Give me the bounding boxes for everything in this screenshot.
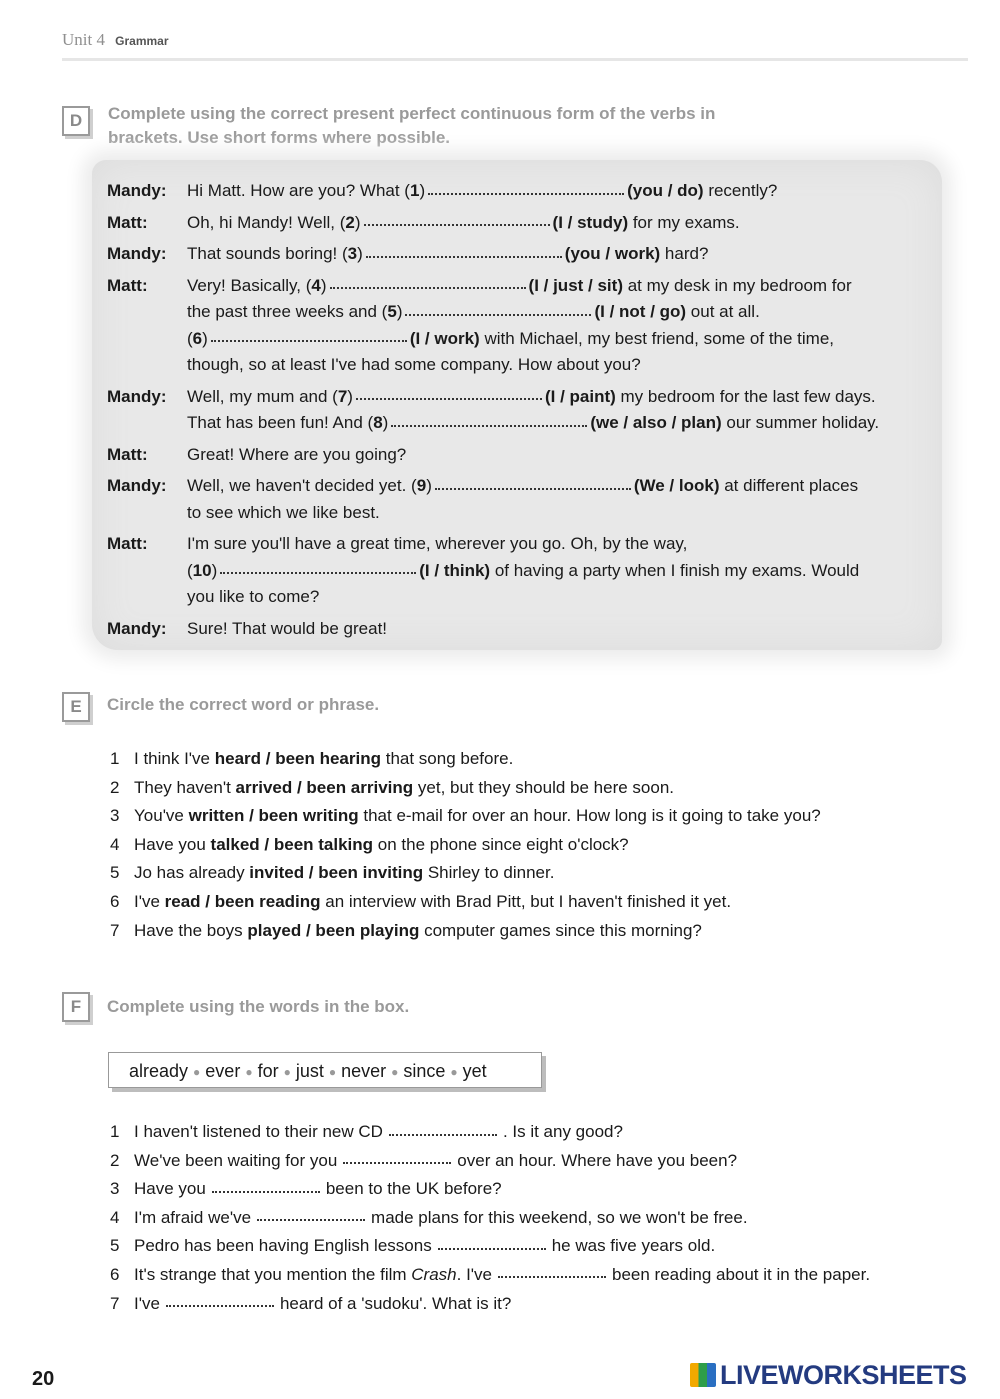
item-number: 4 <box>110 1207 120 1227</box>
dialog-text <box>187 241 957 268</box>
text-segment: ) <box>354 212 361 232</box>
dialog-line <box>107 558 957 585</box>
speaker-name: Matt: <box>107 275 148 295</box>
box-word: just <box>295 1061 324 1081</box>
page-number: 20 <box>32 1368 55 1390</box>
section-e-list <box>110 745 821 945</box>
item-number: 2 <box>110 1150 120 1170</box>
verb-hint: (I / just / sit) <box>528 275 623 295</box>
topic-label: Grammar <box>115 34 169 48</box>
speaker-name: Mandy: <box>107 244 167 263</box>
page-header <box>62 30 169 50</box>
dialog-text <box>187 558 957 585</box>
text-segment: ) <box>347 386 353 406</box>
exercise-item <box>110 888 821 917</box>
dialog-line <box>107 616 957 643</box>
section-e-badge: E <box>62 692 90 722</box>
choice-options[interactable]: heard / been hearing <box>214 749 381 768</box>
item-text: heard of a 'sudoku'. What is it? <box>279 1293 512 1313</box>
dialog-line <box>107 352 957 379</box>
answer-blank[interactable] <box>428 189 624 195</box>
text-segment: Very! Basically, ( <box>187 275 312 295</box>
answer-blank[interactable] <box>364 220 550 226</box>
bullet-separator: ● <box>245 1065 253 1080</box>
blank-number: 10 <box>192 560 212 580</box>
speaker-name: Mandy: <box>107 618 167 638</box>
section-e-instruction: Circle the correct word or phrase. <box>107 695 380 714</box>
choice-options[interactable]: talked / been talking <box>210 834 374 854</box>
choice-options[interactable]: played / been playing <box>247 920 420 940</box>
text-segment: out at all. <box>686 302 760 321</box>
answer-blank[interactable] <box>330 283 526 289</box>
bullet-separator: ● <box>193 1065 201 1080</box>
dialog-line <box>107 299 957 326</box>
section-f-instruction: Complete using the words in the box. <box>107 997 410 1016</box>
exercise-item <box>110 1290 870 1319</box>
dialog-line <box>107 210 957 237</box>
item-text: I think I've <box>134 749 215 768</box>
dialog-text <box>187 299 957 326</box>
blank-number: 9 <box>416 476 427 495</box>
item-text: Pedro has been having English lessons <box>134 1236 432 1256</box>
text-segment: hard? <box>660 244 709 263</box>
verb-hint: (We / look) <box>633 476 720 495</box>
exercise-item <box>110 745 821 774</box>
text-segment: ) <box>357 244 363 263</box>
instruction-line: Complete using the correct present perfect continuous form of the verbs in <box>108 104 716 123</box>
dialog-line <box>107 178 957 205</box>
exercise-item <box>110 859 821 888</box>
item-text: Have you <box>134 1179 206 1199</box>
text-segment: Well, my mum and ( <box>187 386 338 406</box>
dialog-text <box>187 273 957 300</box>
verb-hint: (we / also / plan) <box>590 413 722 432</box>
text-segment: Sure! That would be great! <box>187 618 388 638</box>
item-text: Shirley to dinner. <box>423 863 555 883</box>
answer-blank[interactable] <box>366 252 562 258</box>
dialog-line <box>107 500 957 527</box>
item-number: 7 <box>110 920 120 940</box>
answer-blank[interactable] <box>389 1130 497 1136</box>
item-text: . I've <box>456 1264 493 1284</box>
item-text: over an hour. Where have you been? <box>457 1150 738 1170</box>
answer-blank[interactable] <box>166 1301 274 1307</box>
bullet-separator: ● <box>283 1065 291 1080</box>
verb-hint: (I / work) <box>409 328 480 348</box>
text-segment: ( <box>187 328 193 348</box>
answer-blank[interactable] <box>257 1215 365 1221</box>
dialog-text <box>187 584 957 611</box>
section-d-badge: D <box>62 106 90 136</box>
dialog-text <box>187 473 957 500</box>
dialog-text <box>187 178 957 205</box>
dialog-text <box>187 500 957 527</box>
text-segment: ) <box>211 560 218 580</box>
dialog-line <box>107 584 957 611</box>
answer-blank[interactable] <box>211 336 407 342</box>
verb-hint: (you / do) <box>627 181 704 200</box>
header-divider <box>62 58 968 61</box>
blank-number: 8 <box>373 413 383 432</box>
dialog-text <box>187 616 957 643</box>
blank-number: 2 <box>345 212 355 232</box>
text-segment: ( <box>187 560 193 580</box>
box-word: since <box>403 1061 446 1081</box>
dialog-text <box>187 326 957 353</box>
item-text: We've been waiting for you <box>134 1150 338 1170</box>
item-number: 5 <box>110 1236 120 1256</box>
item-number: 5 <box>110 863 120 883</box>
box-word: for <box>257 1061 279 1081</box>
text-segment: ) <box>202 328 208 348</box>
item-text: that song before. <box>381 749 514 768</box>
instruction-line: brackets. Use short forms where possible. <box>108 128 451 147</box>
answer-blank[interactable] <box>343 1158 451 1164</box>
answer-blank[interactable] <box>220 568 416 574</box>
text-segment: Well, we haven't decided yet. ( <box>187 476 417 495</box>
item-text: yet, but they should be here soon. <box>413 777 675 797</box>
text-segment: Oh, hi Mandy! Well, ( <box>187 212 346 232</box>
dialog-text <box>187 210 957 237</box>
dialog-line <box>107 273 957 300</box>
dialog-text <box>187 531 957 558</box>
exercise-item <box>110 831 821 860</box>
choice-options[interactable]: written / been writing <box>188 806 359 826</box>
dialog-line <box>107 442 957 469</box>
item-number: 3 <box>110 1179 120 1199</box>
item-text: been reading about it in the paper. <box>612 1264 871 1284</box>
text-segment: our summer holiday. <box>721 413 880 432</box>
bullet-separator: ● <box>450 1065 458 1080</box>
blank-number: 1 <box>409 181 420 200</box>
verb-hint: (I / not / go) <box>594 302 687 321</box>
dialog-line <box>107 241 957 268</box>
text-segment: at my desk in my bedroom for <box>622 275 852 295</box>
choice-options[interactable]: read / been reading <box>164 891 321 911</box>
dialog-text <box>187 410 957 437</box>
unit-label: Unit 4 <box>62 30 105 49</box>
section-f-badge: F <box>62 992 90 1022</box>
item-number: 3 <box>110 806 120 826</box>
item-text: They haven't <box>134 777 236 797</box>
answer-blank[interactable] <box>356 394 542 400</box>
item-number: 2 <box>110 777 120 797</box>
text-segment: of having a party when I finish my exams. Would <box>490 560 860 580</box>
film-title: Crash <box>411 1264 457 1284</box>
blank-number: 6 <box>192 328 203 348</box>
choice-options[interactable]: invited / been inviting <box>249 863 424 883</box>
section-f-list <box>110 1118 870 1318</box>
verb-hint: (I / paint) <box>544 386 616 406</box>
text-segment: with Michael, my best friend, some of the time, <box>479 328 835 348</box>
answer-blank[interactable] <box>405 310 591 316</box>
blank-number: 5 <box>387 302 397 321</box>
item-text: on the phone since eight o'clock? <box>373 834 629 854</box>
section-d-instruction <box>108 102 715 150</box>
dialog-line <box>107 384 957 411</box>
speaker-name: Matt: <box>107 212 148 232</box>
speaker-name: Mandy: <box>107 476 167 495</box>
box-word: ever <box>205 1061 241 1081</box>
item-text: Have the boys <box>134 920 248 940</box>
answer-blank[interactable] <box>391 421 587 427</box>
answer-blank[interactable] <box>498 1272 606 1278</box>
item-text: an interview with Brad Pitt, but I haven't finished it yet. <box>320 891 732 911</box>
exercise-item <box>110 1147 870 1176</box>
word-box <box>108 1052 542 1088</box>
answer-blank[interactable] <box>438 1244 546 1250</box>
exercise-item <box>110 1204 870 1233</box>
item-number: 7 <box>110 1293 120 1313</box>
answer-blank[interactable] <box>212 1187 320 1193</box>
item-number: 1 <box>110 1122 120 1141</box>
item-number: 6 <box>110 891 120 911</box>
dialog <box>107 178 957 642</box>
blank-number: 4 <box>311 275 321 295</box>
text-segment: though, so at least I've had some company. How about you? <box>187 355 641 374</box>
verb-hint: (I / think) <box>419 560 491 580</box>
item-text: . Is it any good? <box>502 1122 623 1141</box>
exercise-item <box>110 1118 870 1147</box>
exercise-item <box>110 802 821 831</box>
item-number: 4 <box>110 834 120 854</box>
answer-blank[interactable] <box>435 484 631 490</box>
bullet-separator: ● <box>391 1065 399 1080</box>
item-text: I haven't listened to their new CD <box>134 1122 383 1141</box>
text-segment: That sounds boring! ( <box>187 244 348 263</box>
text-segment: ) <box>419 181 426 200</box>
exercise-item <box>110 917 821 946</box>
dialog-text <box>187 384 957 411</box>
box-word: never <box>341 1061 387 1081</box>
item-text: Jo has already <box>134 863 250 883</box>
item-number: 1 <box>110 749 120 768</box>
exercise-item <box>110 774 821 803</box>
item-text: computer games since this morning? <box>419 920 702 940</box>
item-text: I'm afraid we've <box>134 1207 252 1227</box>
verb-hint: (you / work) <box>564 244 661 263</box>
exercise-item <box>110 1232 870 1261</box>
text-segment: for my exams. <box>628 212 740 232</box>
box-word: already <box>129 1061 189 1081</box>
bullet-separator: ● <box>328 1065 337 1080</box>
text-segment: That has been fun! And ( <box>187 413 374 432</box>
dialog-line <box>107 326 957 353</box>
text-segment: at different places <box>719 476 859 495</box>
box-word: yet <box>462 1061 487 1081</box>
text-segment: Hi Matt. How are you? What ( <box>187 181 410 200</box>
item-text: You've <box>134 806 189 826</box>
text-segment: recently? <box>703 181 778 200</box>
item-text: that e-mail for over an hour. How long is it going to take you? <box>358 806 821 826</box>
blank-number: 7 <box>337 386 348 406</box>
exercise-item <box>110 1261 870 1290</box>
dialog-line <box>107 473 957 500</box>
verb-hint: (I / study) <box>552 212 629 232</box>
text-segment: the past three weeks and ( <box>187 302 388 321</box>
dialog-line <box>107 531 957 558</box>
logo-text: LIVEWORKSHEETS <box>720 1360 967 1390</box>
speaker-name: Matt: <box>107 444 148 464</box>
exercise-item <box>110 1175 870 1204</box>
text-segment: ) <box>382 413 389 432</box>
logo-icon <box>690 1363 716 1387</box>
item-text: he was five years old. <box>551 1236 716 1256</box>
item-text: been to the UK before? <box>325 1179 502 1199</box>
text-segment: my bedroom for the last few days. <box>615 386 876 406</box>
speaker-name: Mandy: <box>107 181 167 200</box>
text-segment: to see which we like best. <box>187 502 380 522</box>
liveworksheets-logo <box>690 1360 967 1391</box>
dialog-line <box>107 410 957 437</box>
item-number: 6 <box>110 1264 120 1284</box>
blank-number: 3 <box>347 244 358 263</box>
item-text: Have you <box>134 834 211 854</box>
text-segment: you like to come? <box>187 587 320 606</box>
text-segment: ) <box>426 476 432 495</box>
text-segment: I'm sure you'll have a great time, wherever you go. Oh, by the way, <box>187 534 688 553</box>
dialog-text <box>187 352 957 379</box>
choice-options[interactable]: arrived / been arriving <box>235 777 414 797</box>
item-text: It's strange that you mention the film <box>134 1264 412 1284</box>
speaker-name: Matt: <box>107 534 148 553</box>
dialog-text <box>187 442 957 469</box>
text-segment: Great! Where are you going? <box>187 444 407 464</box>
speaker-name: Mandy: <box>107 386 167 406</box>
item-text: made plans for this weekend, so we won't be free. <box>371 1207 748 1227</box>
item-text: I've <box>134 891 165 911</box>
text-segment: ) <box>320 275 327 295</box>
text-segment: ) <box>396 302 403 321</box>
item-text: I've <box>134 1293 160 1313</box>
